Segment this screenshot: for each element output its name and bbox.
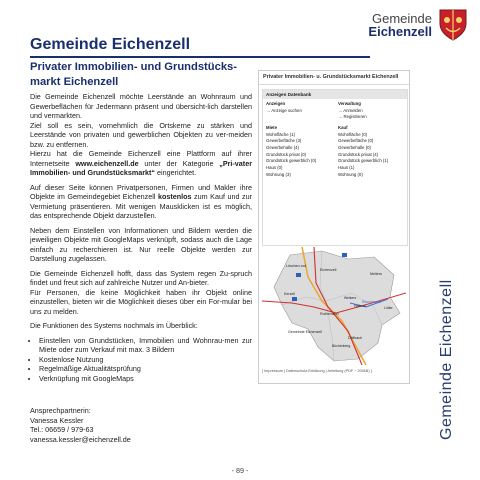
paragraph: Auf dieser Seite können Privatpersonen, Firmen und Makler ihre Objekte im Gemeindegebiet Eichenzell kostenlos zum Kauf und zur Vermietung präsentieren. Mit wenigen Mausklicken ist es möglich, das entsprechende Objekt darzustellen. [30, 182, 252, 220]
feature-list [30, 336, 252, 384]
contact-block [30, 406, 131, 445]
map-label: Eichenzell [320, 268, 337, 272]
map-label: Hattenh. [354, 304, 367, 308]
paragraph: Neben dem Einstellen von Informationen und Bildern werden die jeweiligen Objekte mit GoogleMaps verknüpft, sodass auch die Lage einfach zu recherchieren ist. Nur reelle Objekte werden zur Darstellung zugelassen. [30, 225, 252, 263]
header-gemeinde: Gemeinde [372, 11, 432, 26]
register-link[interactable]: → Registrieren [338, 114, 367, 120]
list-item[interactable]: Wohnfläche (0) [338, 131, 368, 137]
map-label: Melters [370, 272, 382, 276]
list-item[interactable]: Haus (1) [338, 164, 355, 170]
header-logo [368, 8, 468, 42]
contact-label: Ansprechpartnerin: [30, 406, 91, 415]
map-label: Gemeinde Eichenzell [288, 330, 322, 334]
list-item: • Verknüpfung mit GoogleMaps [39, 374, 252, 384]
screenshot-footer[interactable]: [ Impressum | Datenschutz-Erklärung | Anleitung (PDF ~ 200kB) ] [262, 369, 372, 373]
map-label: Döllbach [348, 336, 362, 340]
map-label: Welkers [344, 296, 357, 300]
map-label: Löschen-rod [286, 264, 306, 268]
list-item[interactable]: Grundstück gewerblich (0) [266, 158, 317, 164]
col-anzeigen-head: Anzeigen [266, 101, 286, 106]
subtitle: Privater Immobilien- und Grundstücks-markt Eichenzell [30, 61, 238, 88]
crest-icon [438, 8, 468, 42]
map-label: Rothemann [320, 312, 339, 316]
list-item[interactable]: Gewerbefläche (0) [338, 138, 374, 144]
kauf-list: Kauf Wohnfläche (0) Gewerbefläche (0) Gewerbehalle (0) Grundstück privat (4) Grundstück gewerblich (1) Haus (1) Wohnung (0) [335, 123, 407, 180]
map-label: Lütter [384, 306, 393, 310]
list-item[interactable]: Grundstück privat (0) [266, 151, 307, 157]
list-item[interactable]: Grundstück privat (4) [338, 151, 379, 157]
header-name: Eichenzell [368, 24, 432, 39]
listing-box [262, 89, 408, 246]
website-link[interactable]: www.eichenzell.de [75, 158, 139, 168]
list-item: • Kostenlose Nutzung [39, 355, 252, 365]
login-link[interactable]: → Anmelden [338, 107, 363, 113]
list-item[interactable]: Haus (0) [266, 164, 283, 170]
title-divider [30, 56, 370, 58]
website-screenshot [258, 70, 410, 384]
page-title: Gemeinde Eichenzell [30, 36, 191, 53]
vertical-title: Gemeinde Eichenzell [438, 279, 455, 440]
map-label: Rönshausen [362, 300, 382, 304]
list-item: • Einstellen von Grundstücken, Immobilien und Wohnrau-men zur Miete oder zum Verkauf mit max. 3 Bildern [39, 336, 252, 355]
listing-header: Anzeigen Datenbank [263, 90, 407, 99]
list-item[interactable]: Grundstück gewerblich (1) [338, 158, 389, 164]
list-item[interactable]: Gewerbehalle (0) [338, 144, 371, 150]
page-number: - 89 - [231, 466, 249, 475]
screenshot-title: Privater Immobilien- u. Grundstücksmarkt Eichenzell [263, 74, 399, 80]
body-text [30, 92, 252, 388]
contact-name: Vanessa Kessler [30, 415, 84, 425]
list-item[interactable]: Wohnung (3) [266, 171, 291, 177]
col-verwaltung-head: Verwaltung [338, 101, 361, 106]
contact-phone: Tel.: 06659 / 979-63 [30, 425, 94, 435]
screenshot-divider [259, 84, 409, 85]
paragraph: Die Gemeinde Eichenzell hofft, dass das System regen Zu-spruch findet und freut sich auf zahlreiche Nutzer und An-bieter. Für Personen, die keine Möglichkeit haben ihr Objekt online einzustellen, bieten wir die Möglichkeit dieses über ein For-mular bei uns zu melden. [30, 268, 252, 316]
list-item[interactable]: Wohnfläche (1) [266, 131, 296, 137]
search-link[interactable]: → Anzeige suchen [266, 107, 302, 113]
list-item[interactable]: Wohnung (0) [338, 171, 363, 177]
paragraph: Die Gemeinde Eichenzell möchte Leerstände an Wohnraum und Gewerbeflächen für Jedermann präsent und übersicht-lich darstellen und vermarkten. Ziel soll es sein, vornehmlich die Ortskerne zu stärken und Leerstände von privaten und gewerblichen Objekten zu ver-meiden bzw. zu entfernen. Hierzu hat die Gemeinde Eichenzell eine Plattform auf ihrer Internetseite www.eichenzell.de unter der Kategorie „Pri-vater Immobilien- und Grundstücksmarkt“ eingerichtet. [30, 92, 252, 177]
map-label: Büchenberg [332, 344, 351, 348]
list-item[interactable]: Gewerbefläche (3) [266, 138, 302, 144]
municipality-map[interactable] [262, 247, 406, 365]
list-item[interactable]: Gewerbehalle (4) [266, 144, 299, 150]
paragraph: Die Funktionen des Systems nochmals im Überblick: [30, 321, 198, 330]
map-label: Kerzell [284, 292, 295, 296]
list-item: • Regelmäßige Aktualitätsprüfung [39, 364, 252, 374]
contact-email[interactable]: vanessa.kessler@eichenzell.de [30, 435, 131, 445]
miete-list: Miete Wohnfläche (1) Gewerbefläche (3) Gewerbehalle (4) Grundstück privat (0) Grundstück gewerblich (0) Haus (0) Wohnung (3) [263, 123, 335, 180]
